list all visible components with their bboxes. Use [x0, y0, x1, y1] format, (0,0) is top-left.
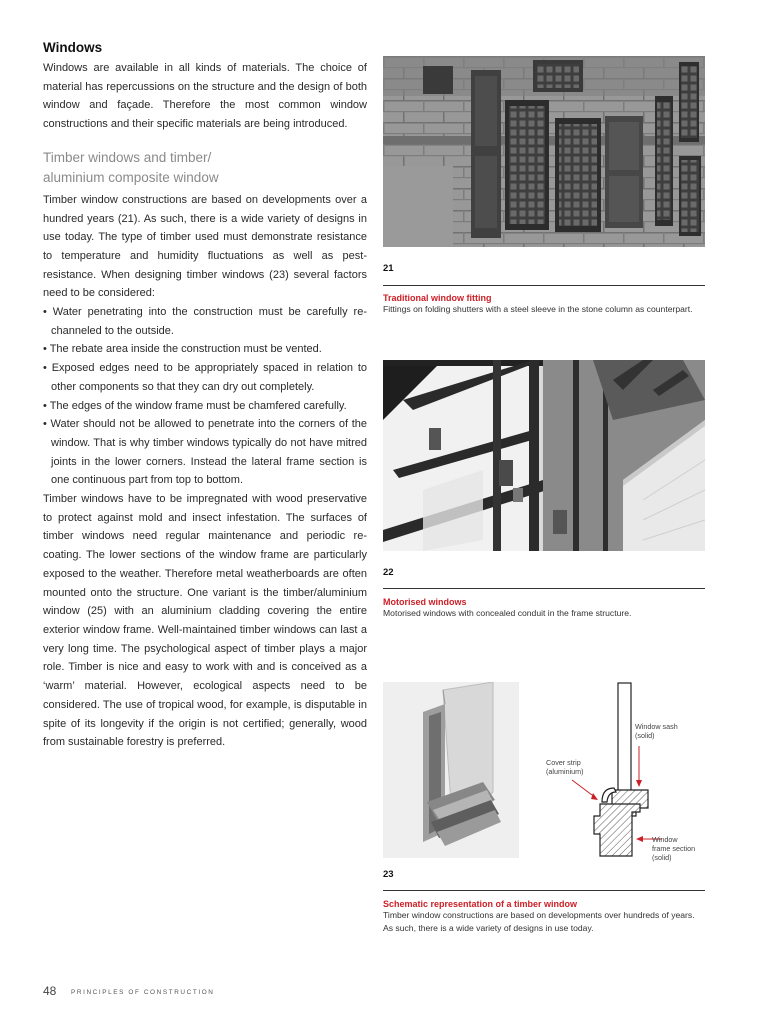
window-frame-label-line2: frame section [652, 844, 696, 853]
window-sash-label-line2: (solid) [635, 731, 655, 740]
figure-23-caption-title: Schematic representation of a timber window [383, 899, 578, 909]
figure-23-caption-text: Timber window constructions are based on developments over hundreds of years. As such, there is a wide variety of designs in use today. [383, 910, 695, 933]
list-item: • The edges of the window frame must be chamfered carefully. [43, 399, 347, 412]
motorised-windows-image [383, 360, 705, 551]
list-item: • The rebate area inside the construction must be vented. [43, 343, 322, 356]
window-sash-label [635, 722, 678, 740]
figure-22-caption-title: Motorised windows [383, 597, 467, 607]
figure-22-caption [383, 597, 705, 620]
window-frame-label [652, 835, 695, 862]
window-sash-label-line1: Window sash [635, 722, 678, 731]
figure-23-divider [383, 890, 705, 891]
window-frame-label-line3: (solid) [652, 853, 672, 862]
figure-21-number: 21 [383, 263, 394, 274]
figure-21-caption-title: Traditional window fitting [383, 293, 492, 303]
main-text-column [43, 40, 367, 752]
timber-maintenance-paragraph: Timber windows have to be impregnated with wood preservative to protect against mold and insect infestation. The surfaces of timber windows need regular maintenance and periodic re-coating. The lower sections of the window frame are particularly exposed to the weather. Therefore metal weatherboards are often mounted onto the structure. One variant is the timber/aluminium window (25) with an aluminium cladding covering the entire exterior window frame. Well-maintained timber windows can last a very long time. The psychological aspect of timber plays a major role. Timber is nice and easy to work with and is conceived as a ‘warm’ material. However, ecological aspects need to be considered. The use of tropical wood, for example, is disputable in spite of its longevity if the origin is not certified; generally, wood from sustainable forestry is preferred. [43, 493, 367, 749]
figure-21-caption-text: Fittings on folding shutters with a steel sleeve in the stone column as counterpart. [383, 304, 693, 314]
list-item: • Water penetrating into the construction must be carefully re-channeled to the outside. [43, 306, 367, 337]
cover-strip-label [546, 758, 584, 776]
page-number: 48 [43, 984, 57, 998]
window-section-model-image [383, 682, 519, 858]
figure-22-divider [383, 588, 705, 589]
figure-22-caption-text: Motorised windows with concealed conduit in the frame structure. [383, 608, 632, 618]
timber-intro-paragraph: Timber window constructions are based on developments over a hundred years (21). As such, there is a wide variety of designs in use today. The type of timber used must demonstrate resistance to temperature and humidity fluctuations as well as pest-resistance. When designing timber windows (23) several factors need to be considered: [43, 193, 367, 300]
figure-23-number: 23 [383, 869, 394, 880]
cover-strip-label-line2: (aluminium) [546, 767, 584, 776]
facade-shutters-image [383, 56, 705, 247]
running-footer-title: PRINCIPLES OF CONSTRUCTION [71, 989, 215, 996]
figure-21-divider [383, 285, 705, 286]
timber-heading-line1: Timber windows and timber/ [43, 149, 212, 165]
figure-22-number: 22 [383, 567, 394, 578]
figure-21-photo [383, 56, 705, 247]
figure-23-caption [383, 899, 705, 935]
timber-windows-heading [43, 148, 367, 188]
figure-22-photo [383, 360, 705, 551]
window-frame-label-line1: Window [652, 835, 678, 844]
windows-intro-paragraph: Windows are available in all kinds of materials. The choice of material has repercussions on the structure and the design of both window and façade. Therefore the most common window constructions and their specific materials are being introduced. [43, 62, 367, 131]
list-item: • Exposed edges need to be appropriately spaced in relation to other components so that they can dry out completely. [43, 362, 367, 393]
list-item: • Water should not be allowed to penetrate into the corners of the window. That is why timber windows typically do not have mitred joints in the lower corners. Instead the lateral frame section is one continuous part from top to bottom. [43, 418, 367, 487]
timber-heading-line2: aluminium composite window [43, 169, 219, 185]
figure-23-model-photo [383, 682, 519, 863]
figure-21-caption [383, 293, 705, 316]
windows-heading: Windows [43, 40, 103, 55]
cover-strip-label-line1: Cover strip [546, 758, 581, 767]
design-factors-list [43, 303, 367, 490]
